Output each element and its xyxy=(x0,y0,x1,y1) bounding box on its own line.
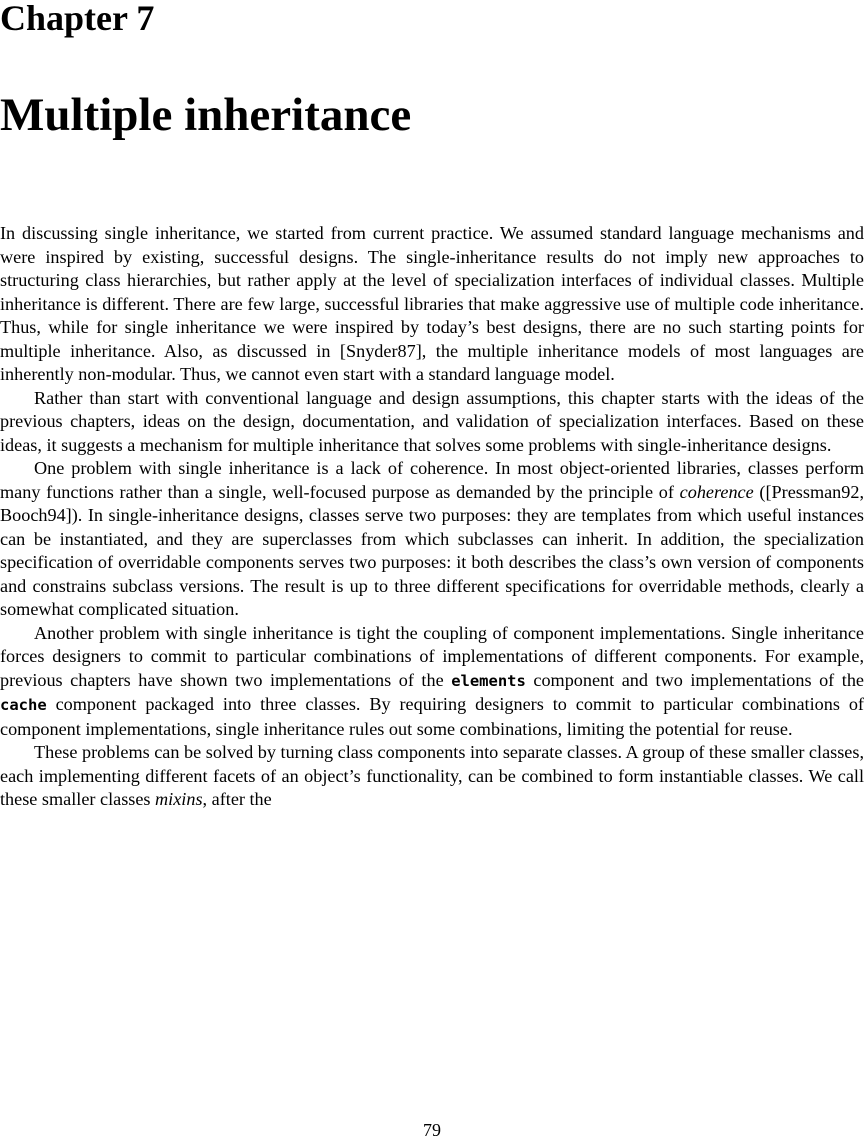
paragraph-2: Rather than start with conventional language and design assumptions, this chapter starts with the ideas of the previous chapters, ideas on the design, documentation, and validation of specialization interfaces. Based on these ideas, it suggests a mechanism for multiple inheritance that solves some problems with single-inheritance designs. xyxy=(0,387,864,455)
paragraph-5 xyxy=(0,741,864,812)
term-mixins: mixins xyxy=(155,789,203,809)
paragraph-5-text-b: , after the xyxy=(202,789,272,809)
paragraph-4-text-a: Another problem with single inheritance is tight the coupling of component implementations. Single inheritance forces designers to commit to particular combinations of implementations of different components. For example, previous chapters have shown two implementations of the xyxy=(0,622,864,690)
paragraph-5-text-a: These problems can be solved by turning class components into separate classes. A group of these smaller classes, each implementing different facets of an object’s functionality, can be combined to form instantiable classes. We call these smaller classes xyxy=(0,742,864,809)
paragraph-3-text-b: ([Pressman92, Booch94]). In single-inheritance designs, classes serve two purposes: they are templates from which useful instances can be instantiated, and they are superclasses from which subclasses can inherit. In addition, the specialization specification of overridable components serves two purposes: it both describes the class’s own version of components and constrains subclass versions. The result is up to three different specifications for overridable methods, clearly a somewhat complicated situation. xyxy=(0,481,864,619)
page-number: 79 xyxy=(423,1120,441,1140)
paragraph-3 xyxy=(0,457,864,622)
code-elements: elements xyxy=(451,671,526,690)
chapter-title: Multiple inheritance xyxy=(0,89,412,141)
paragraph-4 xyxy=(0,622,864,742)
paragraph-3-text-a: One problem with single inheritance is a lack of coherence. In most object-oriented libraries, classes perform many functions rather than a single, well-focused purpose as demanded by the principle of xyxy=(0,458,864,502)
paragraph-4-text-b: component and two implementations of the xyxy=(525,669,864,690)
paragraph-4-text-c: component packaged into three classes. By requiring designers to commit to particular combinations of component implementations, single inheritance rules out some combinations, limiting the potential for reuse. xyxy=(0,694,864,739)
term-coherence: coherence xyxy=(679,481,754,502)
paragraph-1: In discussing single inheritance, we started from current practice. We assumed standard language mechanisms and were inspired by existing, successful designs. The single-inheritance results do not imply new approaches to structuring class hierarchies, but rather apply at the level of specialization interfaces of individual classes. Multiple inheritance is different. There are few large, successful libraries that make aggressive use of multiple code inheritance. Thus, while for single inheritance we were inspired by today’s best designs, there are no such starting points for multiple inheritance. Also, as discussed in [Snyder87], the multiple inheritance models of most languages are inherently non-modular. Thus, we cannot even start with a standard language model. xyxy=(0,223,864,384)
chapter-label: Chapter 7 xyxy=(0,0,155,38)
code-cache: cache xyxy=(0,696,47,714)
body-text xyxy=(0,222,864,812)
